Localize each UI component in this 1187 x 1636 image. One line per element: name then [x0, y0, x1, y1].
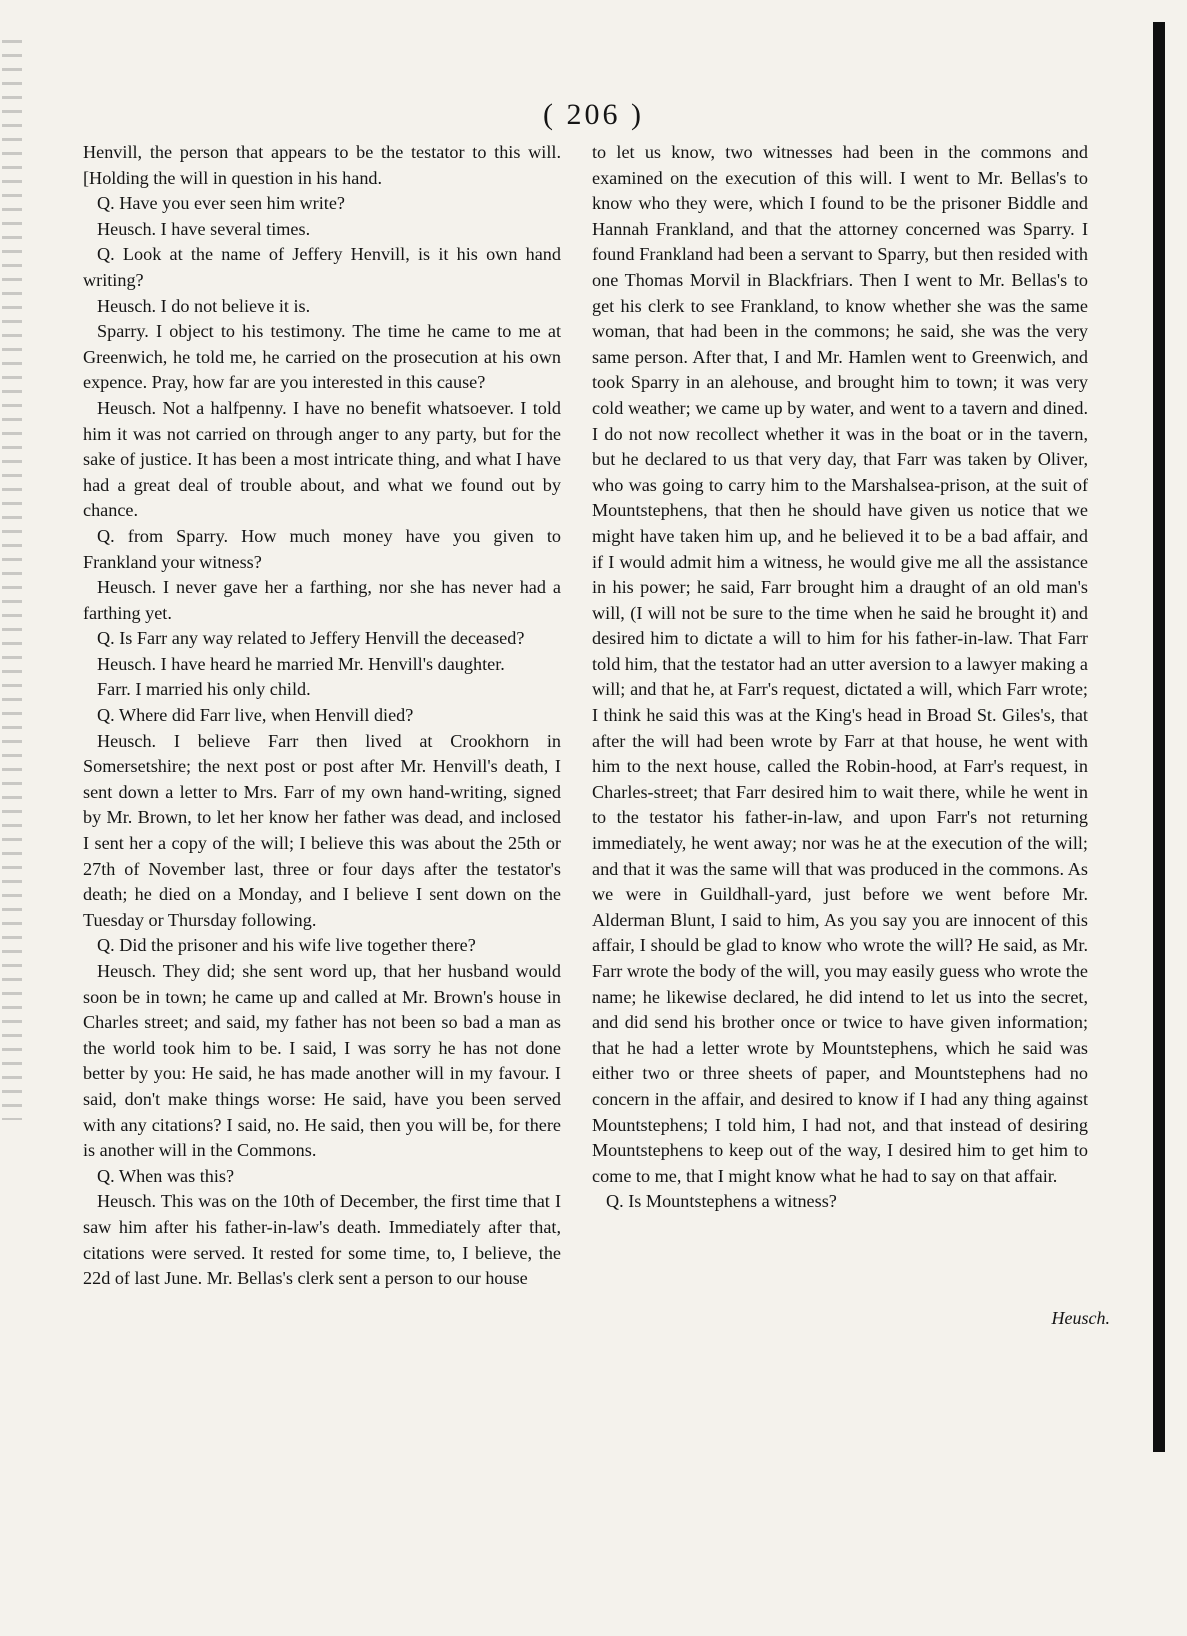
page-number: ( 206 ): [543, 98, 644, 131]
paragraph: Heusch. I have heard he married Mr. Henvill's daughter.: [97, 653, 505, 674]
paragraph: Q. When was this?: [97, 1165, 235, 1186]
paragraph: Farr. I married his only child.: [97, 679, 311, 700]
paragraph: Heusch. I never gave her a farthing, nor she has never had a farthing yet.: [83, 577, 561, 623]
paragraph: to let us know, two witnesses had been in the commons and examined on the execution of this will. I went to Mr. Bellas's to know who they were, which I found to be the prisoner Biddle and Hannah Frankland, and that the attorney concerned was Sparry. I found Frankland had been a servant to Sparry, but then resided with one Thomas Morvil in Blackfriars. Then I went to Mr. Bellas's to get his clerk to see Frankland, to know whether she was the same woman, that had been in the commons; he said, she was the very same person. After that, I and Mr. Hamlen went to Greenwich, and took Sparry in an alehouse, and brought him to town; it was very cold weather; we came up by water, and went to a tavern and dined. I do not now recollect whether it was in the boat or in the tavern, but he declared to us that very day, that Farr was taken by Oliver, who was going to carry him to the Marshalsea-prison, at the suit of Mountstephens, that then he should have given us notice that we might have taken him up, and he believed it to be a bad affair, and if I would admit him a witness, he would give me all the assistance in his power; he said, Farr brought him a draught of an old man's will, (I will not be sure to the time when he said he brought it) and desired him to dictate a will to him for his father-in-law. That Farr told him, that the testator had an utter aversion to a lawyer making a will; and that he, at Farr's request, dictated a will, which Farr wrote; I think he said this was at the King's head in Broad St. Giles's, that after the will had been wrote by Farr at that house, he went with him to the next house, called the Robin-hood, at Farr's request, in Charles-street; that Farr desired him to wait there, while he went in to the testator his father-in-law, and upon Farr's not returning immediately, he went away; nor was he at the execution of the will; and that it was the same will that was produced in the commons. As we were in Guildhall-yard, just before we went before Mr. Alderman Blunt, I said to him, As you say you are innocent of this affair, I should be glad to know who wrote the will? He said, as Mr. Farr wrote the body of the will, you may easily guess who wrote the name; he likewise declared, he did intend to let us into the secret, and did send his brother once or twice to have given information; that he had a letter wrote by Mountstephens, which he said was either two or three sheets of paper, and Mountstephens had no concern in the affair, and desired to know if I had any thing against Mountstephens; I told him, I had not, and that instead of desiring Mountstephens to keep out of the way, I desired him to get him to come to me, that I might know what he had to say on that affair.: [592, 142, 1088, 1186]
paragraph: Sparry. I object to his testimony. The time he came to me at Greenwich, he told me, he carried on the prosecution at his own expence. Pray, how far are you interested in this cause?: [83, 321, 561, 393]
paragraph: Q. Where did Farr live, when Henvill died?: [97, 705, 414, 726]
paragraph: Q. Did the prisoner and his wife live together there?: [97, 935, 476, 956]
paragraph: Heusch. Not a halfpenny. I have no benefit whatsoever. I told him it was not carried on through anger to any party, but for the sake of justice. It has been a most intricate thing, and what I have had a great deal of trouble about, and what we found out by chance.: [83, 397, 561, 521]
page-binding-edge: [1153, 22, 1165, 1452]
paragraph: Henvill, the person that appears to be the testator to this will. [Holding the will in question in his hand.: [83, 142, 561, 188]
paragraph: Q. from Sparry. How much money have you given to Frankland your witness?: [83, 525, 561, 572]
paragraph: Heusch. I do not believe it is.: [97, 295, 311, 316]
paragraph: Heusch. I have several times.: [97, 218, 311, 239]
page-gutter-shadow: [2, 40, 22, 1120]
paragraph: Heusch. I believe Farr then lived at Crookhorn in Somersetshire; the next post or post after Mr. Henvill's death, I sent down a letter to Mrs. Farr of my own hand-writing, signed by Mr. Brown, to let her know her father was dead, and inclosed I sent her a copy of the will; I believe this was about the 25th or 27th of November last, three or four days after the testator's death; he died on a Monday, and I believe I sent down on the Tuesday or Thursday following.: [83, 730, 561, 930]
paragraph: Heusch. This was on the 10th of December, the first time that I saw him after his father-in-law's death. Immediately after that, citations were served. It rested for some time, to, I believe, the 22d of last June. Mr. Bellas's clerk sent a person to our house: [83, 1191, 561, 1289]
left-column: [83, 140, 561, 1320]
catchword: Heusch.: [1051, 1308, 1110, 1328]
right-column: [592, 140, 1088, 1420]
paragraph: Q. Is Farr any way related to Jeffery Henvill the deceased?: [97, 628, 525, 649]
paragraph: Heusch. They did; she sent word up, that her husband would soon be in town; he came up and called at Mr. Brown's house in Charles street; and said, my father has not been so bad a man as the world took him to be. I said, I was sorry he has not done better by you: He said, he has made another will in my favour. I said, don't make things worse: He said, have you been served with any citations? I said, no. He said, then you will be, for there is another will in the Commons.: [83, 961, 561, 1161]
paragraph: Q. Have you ever seen him write?: [97, 193, 345, 214]
paragraph: Q. Look at the name of Jeffery Henvill, is it his own hand writing?: [83, 244, 561, 290]
paragraph: Q. Is Mountstephens a witness?: [606, 1191, 837, 1212]
